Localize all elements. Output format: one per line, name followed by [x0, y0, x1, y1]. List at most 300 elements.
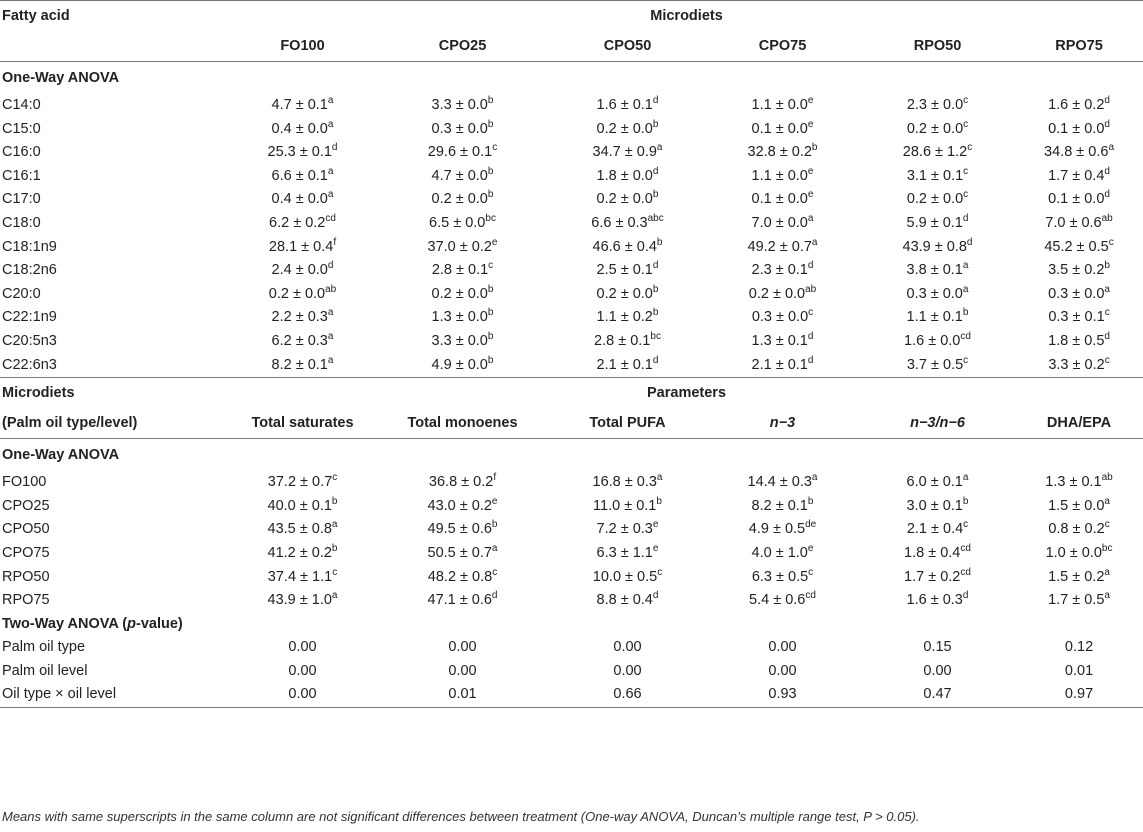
section-title-part: Two-Way ANOVA (	[2, 615, 128, 632]
value-cell	[705, 188, 860, 212]
table-body	[0, 1, 1143, 708]
value-text: 28.6 ± 1.2	[902, 144, 968, 161]
value-text: 1.1 ± 0.1	[906, 309, 963, 326]
value-cell	[375, 118, 550, 142]
value-text: 37.4 ± 1.1	[267, 568, 333, 585]
significance-superscript: d	[1104, 118, 1110, 130]
significance-superscript: b	[962, 307, 969, 319]
pvalue-cell: 0.00	[613, 639, 642, 656]
value-cell	[1015, 471, 1143, 495]
row-label: CPO75	[2, 544, 50, 561]
pvalue-cell: 0.12	[1064, 639, 1094, 656]
value-text: 3.7 ± 0.5	[906, 356, 964, 373]
value-cell	[1015, 165, 1143, 189]
value-cell	[230, 495, 375, 519]
value-cell	[860, 118, 1015, 142]
span-header-microdiets: Microdiets	[230, 1, 1143, 32]
value-cell	[550, 236, 705, 260]
value-cell	[375, 188, 550, 212]
table-row	[0, 518, 1143, 542]
significance-superscript: d	[491, 590, 498, 602]
value-text: 37.0 ± 0.2	[427, 238, 492, 255]
col-header: Total saturates	[230, 408, 375, 439]
significance-superscript: c	[963, 95, 969, 107]
value-cell	[860, 259, 1015, 283]
value-text: 8.8 ± 0.4	[596, 592, 653, 609]
value-cell	[375, 259, 550, 283]
value-text: 6.5 ± 0.0	[429, 214, 486, 231]
significance-superscript: e	[807, 189, 814, 201]
value-text: 1.0 ± 0.0	[1045, 544, 1102, 561]
section-row	[0, 613, 1143, 637]
value-cell	[375, 518, 550, 542]
value-text: 41.2 ± 0.2	[267, 544, 332, 561]
value-text: 16.8 ± 0.3	[592, 474, 657, 491]
value-cell	[230, 518, 375, 542]
value-text: 4.9 ± 0.5	[748, 521, 806, 538]
table-row	[0, 306, 1143, 330]
significance-superscript: d	[652, 95, 659, 107]
significance-superscript: d	[1104, 165, 1110, 177]
col-header: n−3	[705, 408, 860, 439]
table-row	[0, 165, 1143, 189]
value-text: 0.1 ± 0.0	[1048, 120, 1105, 137]
value-text: 0.8 ± 0.2	[1048, 521, 1105, 538]
value-text: 1.3 ± 0.0	[431, 309, 488, 326]
pvalue-cell: 0.00	[768, 662, 797, 679]
significance-superscript: a	[1104, 495, 1110, 507]
significance-superscript: d	[962, 590, 969, 602]
row-label: C18:2n6	[2, 262, 57, 279]
col-header: n−3/n−6	[860, 408, 1015, 439]
value-text: 0.2 ± 0.0	[596, 191, 653, 208]
value-cell	[230, 188, 375, 212]
value-cell	[1015, 306, 1143, 330]
value-text: 37.2 ± 0.7	[267, 474, 333, 491]
value-text: 1.7 ± 0.5	[1048, 592, 1105, 609]
value-text: 43.5 ± 0.8	[267, 521, 332, 538]
value-cell	[705, 306, 860, 330]
significance-superscript: a	[327, 354, 334, 366]
value-text: 46.6 ± 0.4	[592, 238, 657, 255]
significance-superscript: a	[1108, 142, 1114, 154]
significance-superscript: b	[331, 543, 338, 555]
value-cell	[375, 236, 550, 260]
value-cell	[705, 542, 860, 566]
significance-superscript: d	[1104, 189, 1110, 201]
value-text: 1.8 ± 0.4	[904, 544, 961, 561]
table-row	[0, 141, 1143, 165]
value-cell	[550, 165, 705, 189]
table-row	[0, 636, 1143, 660]
significance-superscript: d	[966, 236, 973, 248]
table-row	[0, 683, 1143, 707]
significance-superscript: bc	[1101, 543, 1113, 555]
value-text: 0.1 ± 0.0	[751, 120, 808, 137]
significance-superscript: c	[808, 566, 814, 578]
value-text: 40.0 ± 0.1	[267, 497, 332, 514]
significance-superscript: a	[1104, 566, 1110, 578]
value-text: 4.9 ± 0.0	[431, 356, 488, 373]
value-cell	[705, 165, 860, 189]
row-label: C20:5n3	[2, 332, 57, 349]
value-cell	[1015, 354, 1143, 378]
significance-superscript: b	[1104, 260, 1110, 272]
significance-superscript: e	[807, 165, 814, 177]
value-text: 0.4 ± 0.0	[271, 191, 328, 208]
value-text: 0.2 ± 0.0	[431, 285, 488, 302]
bottom-columns-row	[0, 408, 1143, 439]
value-cell	[550, 283, 705, 307]
value-text: 8.2 ± 0.1	[751, 497, 808, 514]
value-text: 36.8 ± 0.2	[428, 474, 494, 491]
significance-superscript: d	[807, 331, 814, 343]
value-cell	[550, 141, 705, 165]
significance-superscript: b	[487, 307, 494, 319]
significance-superscript: c	[963, 354, 969, 366]
value-cell	[550, 495, 705, 519]
value-text: 29.6 ± 0.1	[427, 144, 493, 161]
row-label: RPO50	[2, 568, 50, 585]
value-text: 11.0 ± 0.1	[593, 497, 657, 514]
value-cell	[230, 94, 375, 118]
value-cell	[550, 94, 705, 118]
significance-superscript: b	[487, 354, 494, 366]
significance-superscript: a	[656, 472, 663, 484]
value-text: 0.3 ± 0.0	[751, 309, 809, 326]
value-cell	[705, 495, 860, 519]
col-header-fatty-acid: Fatty acid	[0, 1, 230, 32]
significance-superscript: b	[652, 118, 659, 130]
significance-superscript: b	[652, 307, 659, 319]
row-label: C22:6n3	[2, 356, 57, 373]
value-cell	[550, 330, 705, 354]
value-cell	[1015, 212, 1143, 236]
value-cell	[375, 471, 550, 495]
value-text: 6.0 ± 0.1	[906, 474, 963, 491]
value-cell	[705, 589, 860, 613]
span-header-parameters: Parameters	[230, 378, 1143, 409]
value-text: 0.2 ± 0.0	[268, 285, 326, 302]
value-text: 3.3 ± 0.0	[431, 97, 488, 113]
significance-superscript: c	[1104, 519, 1110, 531]
pvalue-cell: 0.97	[1015, 683, 1143, 707]
value-cell	[1015, 141, 1143, 165]
bottom-header-row	[0, 378, 1143, 409]
value-text: 4.0 ± 1.0	[751, 544, 808, 561]
value-text: 1.6 ± 0.3	[906, 592, 963, 609]
value-cell	[860, 94, 1015, 118]
value-cell	[705, 518, 860, 542]
table-row	[0, 589, 1143, 613]
value-cell	[1015, 94, 1143, 118]
value-cell	[705, 259, 860, 283]
pvalue-cell: 0.00	[230, 683, 375, 707]
section-one-way-anova: One-Way ANOVA	[0, 439, 1143, 472]
significance-superscript: a	[811, 236, 818, 248]
value-text: 34.8 ± 0.6	[1044, 144, 1109, 161]
significance-superscript: b	[807, 495, 814, 507]
value-text: 3.3 ± 0.0	[431, 332, 488, 349]
col-header: CPO75	[705, 31, 860, 62]
pvalue-cell: 0.00	[768, 639, 797, 656]
value-text: 2.8 ± 0.1	[594, 332, 651, 349]
value-text: 0.2 ± 0.0	[431, 191, 488, 208]
col-header: FO100	[230, 31, 375, 62]
significance-superscript: c	[967, 142, 973, 154]
value-cell	[860, 471, 1015, 495]
section-one-way-anova: One-Way ANOVA	[0, 62, 1143, 95]
value-text: 0.3 ± 0.0	[1048, 285, 1105, 302]
pvalue-cell: 0.00	[288, 662, 317, 679]
row-label: FO100	[2, 474, 47, 491]
row-label: C20:0	[2, 285, 41, 302]
pvalue-cell: 0.00	[448, 639, 477, 656]
table-row	[0, 236, 1143, 260]
value-cell	[860, 495, 1015, 519]
significance-superscript: cd	[960, 331, 971, 343]
value-cell	[375, 165, 550, 189]
table-row	[0, 471, 1143, 495]
value-cell	[1015, 566, 1143, 590]
value-text: 6.2 ± 0.2	[269, 214, 326, 231]
value-cell	[230, 471, 375, 495]
value-text: 1.1 ± 0.0	[751, 97, 808, 113]
col-header: Total PUFA	[550, 408, 705, 439]
significance-superscript: a	[811, 472, 818, 484]
value-cell	[375, 212, 550, 236]
table-row	[0, 94, 1143, 118]
col-header: DHA/EPA	[1015, 408, 1143, 439]
significance-superscript: bc	[650, 331, 661, 343]
row-label: C18:1n9	[2, 238, 57, 255]
significance-superscript: a	[327, 165, 334, 177]
pvalue-cell: 0.47	[860, 683, 1015, 707]
value-cell	[705, 354, 860, 378]
value-cell	[1015, 236, 1143, 260]
value-text: 1.8 ± 0.0	[596, 167, 653, 184]
value-cell	[550, 354, 705, 378]
significance-superscript: c	[808, 307, 814, 319]
value-text: 1.7 ± 0.4	[1048, 167, 1105, 184]
value-text: 48.2 ± 0.8	[427, 568, 493, 585]
value-cell	[230, 283, 375, 307]
value-cell	[860, 165, 1015, 189]
significance-superscript: a	[1104, 283, 1110, 295]
value-cell	[860, 518, 1015, 542]
col-header-microdiets: Microdiets	[0, 378, 230, 409]
significance-superscript: b	[487, 189, 494, 201]
value-cell	[550, 259, 705, 283]
row-label: C14:0	[2, 97, 41, 113]
table-row	[0, 212, 1143, 236]
pvalue-cell: 0.01	[1064, 662, 1094, 679]
value-text: 25.3 ± 0.1	[267, 144, 332, 161]
value-cell	[375, 566, 550, 590]
table-row	[0, 259, 1143, 283]
significance-superscript: c	[332, 472, 338, 484]
table-row	[0, 118, 1143, 142]
value-cell	[705, 283, 860, 307]
significance-superscript: b	[656, 495, 662, 507]
row-label: Palm oil type	[2, 639, 86, 656]
value-cell	[1015, 518, 1143, 542]
significance-superscript: b	[652, 283, 659, 295]
value-text: 7.0 ± 0.6	[1045, 214, 1102, 231]
table-row	[0, 566, 1143, 590]
value-cell	[375, 94, 550, 118]
pvalue-cell: 0.01	[375, 683, 550, 707]
significance-superscript: b	[487, 118, 494, 130]
value-cell	[550, 566, 705, 590]
value-cell	[375, 589, 550, 613]
value-cell	[860, 306, 1015, 330]
value-cell	[375, 354, 550, 378]
value-text: 1.5 ± 0.0	[1048, 497, 1105, 514]
value-text: 0.1 ± 0.0	[751, 191, 808, 208]
significance-superscript: a	[327, 331, 334, 343]
row-label: C16:1	[2, 167, 41, 184]
value-text: 2.1 ± 0.1	[596, 356, 653, 373]
significance-superscript: b	[491, 519, 498, 531]
significance-superscript: e	[491, 495, 498, 507]
value-text: 1.6 ± 0.0	[904, 332, 961, 349]
significance-superscript: a	[327, 95, 334, 107]
value-text: 6.6 ± 0.3	[591, 214, 648, 231]
value-text: 0.2 ± 0.0	[906, 120, 964, 137]
significance-superscript: a	[962, 283, 969, 295]
pvalue-cell: 0.93	[705, 683, 860, 707]
significance-superscript: ab	[325, 283, 337, 295]
value-cell	[230, 236, 375, 260]
significance-superscript: e	[491, 236, 498, 248]
value-text: 8.2 ± 0.1	[271, 356, 328, 373]
value-text: 2.2 ± 0.3	[271, 309, 328, 326]
value-text: 6.2 ± 0.3	[271, 332, 328, 349]
significance-superscript: d	[331, 142, 338, 154]
value-text: 5.9 ± 0.1	[906, 214, 963, 231]
value-cell	[705, 566, 860, 590]
value-cell	[1015, 188, 1143, 212]
significance-superscript: c	[492, 566, 498, 578]
value-text: 0.2 ± 0.0	[596, 285, 653, 302]
significance-superscript: cd	[805, 590, 816, 602]
value-text: 0.2 ± 0.0	[906, 191, 964, 208]
value-cell	[860, 188, 1015, 212]
significance-superscript: c	[657, 566, 663, 578]
significance-superscript: e	[807, 95, 814, 107]
value-cell	[230, 354, 375, 378]
value-text: 43.0 ± 0.2	[427, 497, 492, 514]
value-text: 14.4 ± 0.3	[747, 474, 812, 491]
value-cell	[230, 306, 375, 330]
value-text: 50.5 ± 0.7	[427, 544, 492, 561]
value-cell	[375, 542, 550, 566]
value-cell	[550, 188, 705, 212]
section-title-part: -value)	[135, 615, 183, 632]
significance-superscript: b	[487, 283, 494, 295]
significance-superscript: b	[656, 236, 663, 248]
value-text: 2.3 ± 0.0	[906, 97, 964, 113]
top-header-row	[0, 1, 1143, 32]
value-cell	[860, 212, 1015, 236]
value-text: 43.9 ± 0.8	[902, 238, 967, 255]
significance-superscript: cd	[960, 543, 971, 555]
significance-superscript: a	[331, 590, 338, 602]
value-text: 6.3 ± 1.1	[596, 544, 653, 561]
table-row	[0, 542, 1143, 566]
value-text: 2.8 ± 0.1	[431, 262, 489, 279]
value-text: 3.3 ± 0.2	[1048, 356, 1105, 373]
value-cell	[550, 212, 705, 236]
value-cell	[860, 542, 1015, 566]
value-text: 1.6 ± 0.1	[596, 97, 653, 113]
value-text: 45.2 ± 0.5	[1044, 238, 1109, 255]
significance-superscript: f	[333, 236, 337, 248]
value-cell	[230, 212, 375, 236]
value-cell	[860, 566, 1015, 590]
value-text: 1.3 ± 0.1	[1045, 474, 1102, 491]
significance-superscript: b	[331, 495, 338, 507]
value-cell	[1015, 259, 1143, 283]
value-text: 0.3 ± 0.0	[906, 285, 963, 302]
value-text: 0.3 ± 0.1	[1048, 309, 1105, 326]
significance-superscript: d	[807, 354, 814, 366]
row-label: C17:0	[2, 191, 41, 208]
significance-superscript: d	[652, 165, 659, 177]
value-cell	[860, 236, 1015, 260]
row-label: CPO50	[2, 521, 50, 538]
significance-superscript: b	[487, 331, 494, 343]
value-text: 0.2 ± 0.0	[596, 120, 653, 137]
value-cell	[230, 118, 375, 142]
significance-superscript: c	[332, 566, 338, 578]
value-text: 0.3 ± 0.0	[431, 120, 488, 137]
significance-superscript: e	[807, 118, 814, 130]
value-cell	[375, 495, 550, 519]
value-cell	[1015, 542, 1143, 566]
row-label: Palm oil level	[2, 662, 88, 679]
value-text: 5.4 ± 0.6	[749, 592, 806, 609]
significance-superscript: b	[652, 189, 659, 201]
value-cell	[230, 259, 375, 283]
value-text: 0.1 ± 0.0	[1048, 191, 1105, 208]
significance-superscript: d	[327, 260, 334, 272]
col-header: CPO50	[550, 31, 705, 62]
value-text: 49.2 ± 0.7	[747, 238, 812, 255]
pvalue-cell: 0.00	[448, 662, 477, 679]
significance-superscript: d	[652, 590, 659, 602]
value-text: 6.6 ± 0.1	[271, 167, 328, 184]
significance-superscript: e	[652, 543, 659, 555]
value-text: 0.2 ± 0.0	[748, 285, 806, 302]
significance-superscript: a	[491, 543, 498, 555]
table-row	[0, 660, 1143, 684]
value-text: 3.0 ± 0.1	[906, 497, 963, 514]
significance-superscript: ab	[1101, 213, 1113, 225]
table-row	[0, 283, 1143, 307]
row-label: RPO75	[2, 592, 50, 609]
significance-superscript: a	[1104, 590, 1110, 602]
significance-superscript: a	[327, 307, 334, 319]
value-text: 2.1 ± 0.4	[906, 521, 964, 538]
value-text: 1.7 ± 0.2	[904, 568, 961, 585]
section-row	[0, 62, 1143, 95]
table-row	[0, 188, 1143, 212]
value-cell	[375, 330, 550, 354]
significance-superscript: b	[487, 95, 494, 107]
value-text: 1.1 ± 0.0	[751, 167, 808, 184]
